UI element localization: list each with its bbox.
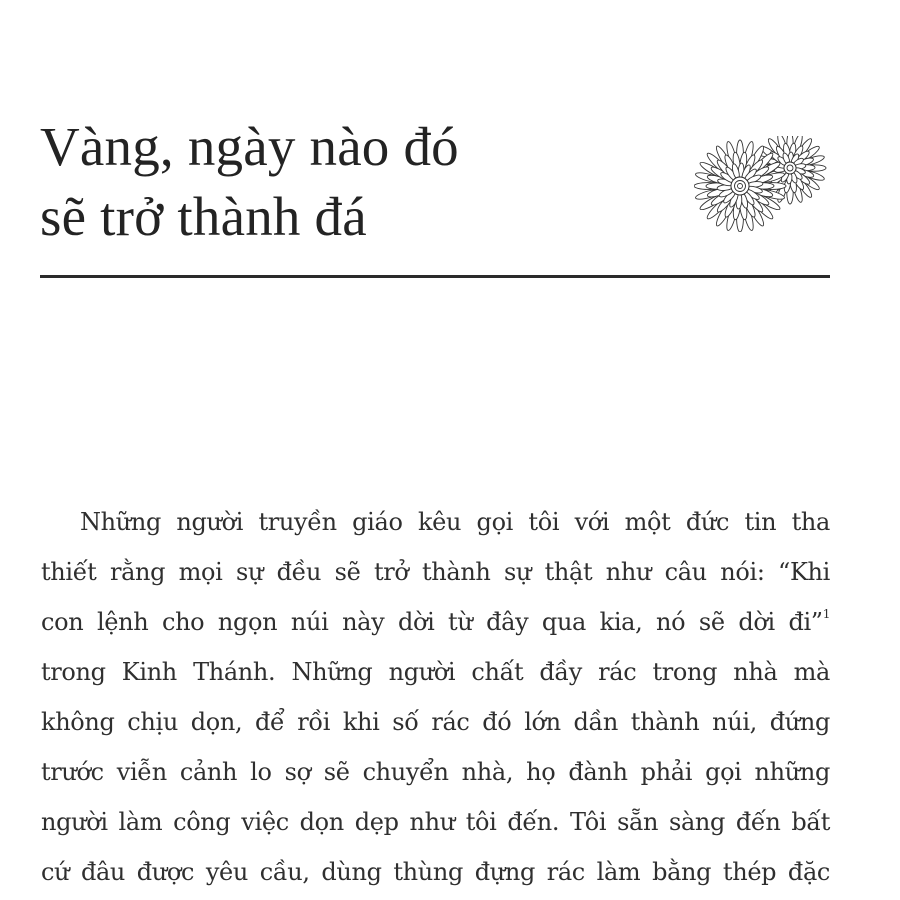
chrysanthemum-illustration-icon [694,136,834,232]
body-line-8: cứ đâu được yêu cầu, dùng thùng đựng rác làm bằng thép đặc [41,858,830,886]
body-line-3 [41,597,830,647]
body-paragraph [41,497,830,897]
body-line-4: trong Kinh Thánh. Những người chất đầy rác trong nhà mà [41,658,830,686]
footnote-marker: 1 [822,607,830,621]
body-line-2: thiết rằng mọi sự đều sẽ trở thành sự thật như câu nói: “Khi [41,558,830,586]
body-line-5: không chịu dọn, để rồi khi số rác đó lớn dần thành núi, đứng [41,708,830,736]
body-line-1: Những người truyền giáo kêu gọi tôi với một đức tin tha [80,508,830,536]
body-line-7: người làm công việc dọn dẹp như tôi đến. Tôi sẵn sàng đến bất [41,808,830,836]
body-line-6: trước viễn cảnh lo sợ sẽ chuyển nhà, họ đành phải gọi những [41,758,830,786]
chapter-title-line-1: Vàng, ngày nào đó [40,116,459,177]
chapter-title [40,112,680,252]
chapter-title-line-2: sẽ trở thành đá [40,186,367,247]
body-line-3-text: con lệnh cho ngọn núi này dời từ đây qua kia, nó sẽ dời đi” [41,608,823,636]
title-divider [40,275,830,278]
